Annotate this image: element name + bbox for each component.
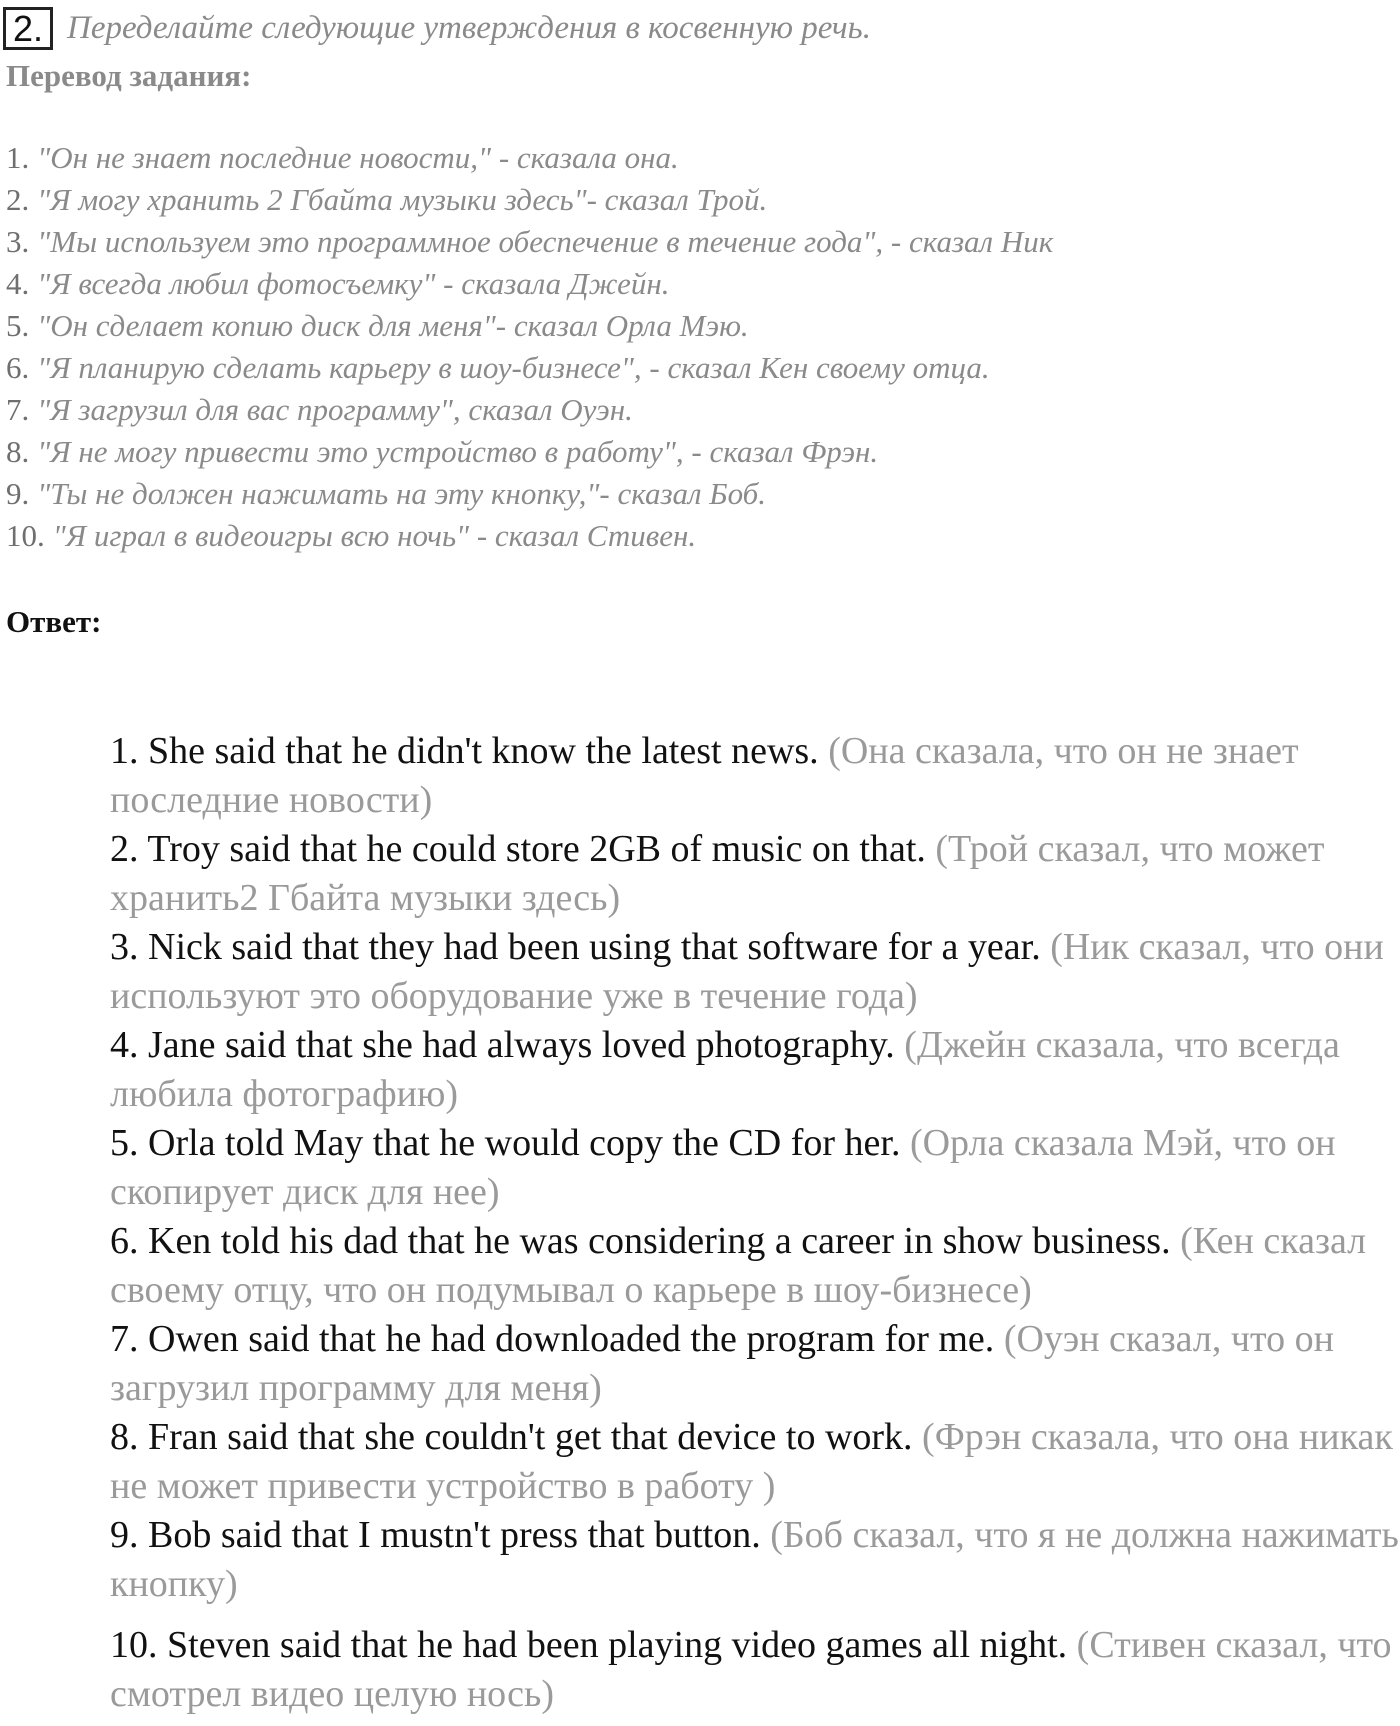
translation-item xyxy=(6,431,1053,473)
answer-russian-translation: (Кен сказал своему отцу, что он подумывал о карьере в шоу-бизнесе) xyxy=(110,1220,1367,1311)
answer-russian-translation: (Боб сказал, что я не должна нажимать кнопку) xyxy=(110,1514,1399,1605)
answer-english-sentence: 1. She said that he didn't know the latest news. xyxy=(110,730,819,772)
translation-item-number: 3. xyxy=(6,224,30,259)
translation-item xyxy=(6,221,1053,263)
translation-item-text: "Он не знает последние новости," - сказала она. xyxy=(37,140,679,175)
translation-item-text: "Я играл в видеоигры всю ночь" - сказал Стивен. xyxy=(52,518,697,553)
answer-english-sentence: 9. Bob said that I mustn't press that button. xyxy=(110,1514,761,1556)
answer-item xyxy=(110,1021,1400,1119)
translation-item-text: "Мы используем это программное обеспечение в течение года", - сказал Ник xyxy=(37,224,1054,259)
answer-english-sentence: 6. Ken told his dad that he was considering a career in show business. xyxy=(110,1220,1171,1262)
answer-item xyxy=(110,1413,1400,1511)
answer-item xyxy=(110,1511,1400,1609)
translation-item-number: 4. xyxy=(6,266,30,301)
translation-item xyxy=(6,305,1053,347)
answer-english-sentence: 2. Troy said that he could store 2GB of music on that. xyxy=(110,828,926,870)
answer-russian-translation: (Орла сказала Мэй, что он скопирует диск для нее) xyxy=(110,1122,1336,1213)
answer-item xyxy=(110,1315,1400,1413)
answer-item xyxy=(110,1621,1400,1719)
answer-russian-translation: (Оуэн сказал, что он загрузил программу для меня) xyxy=(110,1318,1334,1409)
answer-russian-translation: (Джейн сказала, что всегда любила фотографию) xyxy=(110,1024,1340,1115)
translation-item xyxy=(6,515,1053,557)
answer-item xyxy=(110,1119,1400,1217)
translation-item-number: 7. xyxy=(6,392,30,427)
answer-english-sentence: 10. Steven said that he had been playing video games all night. xyxy=(110,1624,1068,1666)
answer-list xyxy=(110,727,1400,1719)
translation-item-text: "Я всегда любил фотосъемку" - сказала Джейн. xyxy=(37,266,670,301)
translation-item-text: "Я планирую сделать карьеру в шоу-бизнесе", - сказал Кен своему отца. xyxy=(37,350,990,385)
translation-item xyxy=(6,137,1053,179)
translation-item-number: 6. xyxy=(6,350,30,385)
answer-english-sentence: 4. Jane said that she had always loved photography. xyxy=(110,1024,895,1066)
answer-english-sentence: 7. Owen said that he had downloaded the program for me. xyxy=(110,1318,995,1360)
answer-russian-translation: (Она сказала, что он не знает последние новости) xyxy=(110,730,1299,821)
answer-item xyxy=(110,727,1400,825)
translation-item-number: 9. xyxy=(6,476,30,511)
translation-heading: Перевод задания: xyxy=(6,58,252,93)
answer-russian-translation: (Трой сказал, что может хранить2 Гбайта музыки здесь) xyxy=(110,828,1325,919)
answer-english-sentence: 5. Orla told May that he would copy the CD for her. xyxy=(110,1122,901,1164)
translation-item-number: 5. xyxy=(6,308,30,343)
answer-heading: Ответ: xyxy=(6,604,102,639)
answer-english-sentence: 3. Nick said that they had been using that software for a year. xyxy=(110,926,1041,968)
translation-item-text: "Я не могу привести это устройство в работу", - сказал Фрэн. xyxy=(37,434,879,469)
translation-item-number: 2. xyxy=(6,182,30,217)
translation-item-text: "Я загрузил для вас программу", сказал Оуэн. xyxy=(37,392,633,427)
answer-russian-translation: (Стивен сказал, что смотрел видео целую нось) xyxy=(110,1624,1392,1715)
answer-item xyxy=(110,825,1400,923)
translation-item-number: 10. xyxy=(6,518,45,553)
task-header xyxy=(3,8,871,48)
translation-item-text: "Он сделает копию диск для меня"- сказал Орла Мэю. xyxy=(37,308,749,343)
answer-item xyxy=(110,923,1400,1021)
translation-item xyxy=(6,347,1053,389)
translation-item xyxy=(6,389,1053,431)
translation-item-text: "Ты не должен нажимать на эту кнопку,"- сказал Боб. xyxy=(37,476,767,511)
answer-russian-translation: (Ник сказал, что они используют это оборудование уже в течение года) xyxy=(110,926,1384,1017)
answer-russian-translation: (Фрэн сказала, что она никак не может привести устройство в работу ) xyxy=(110,1416,1393,1507)
translation-item xyxy=(6,179,1053,221)
translation-item xyxy=(6,473,1053,515)
answer-english-sentence: 8. Fran said that she couldn't get that device to work. xyxy=(110,1416,913,1458)
translation-item-number: 8. xyxy=(6,434,30,469)
answer-item xyxy=(110,1217,1400,1315)
translation-item-number: 1. xyxy=(6,140,30,175)
translation-list xyxy=(6,137,1053,557)
task-instruction: Переделайте следующие утверждения в косвенную речь. xyxy=(67,9,871,46)
translation-item-text: "Я могу хранить 2 Гбайта музыки здесь"- сказал Трой. xyxy=(37,182,768,217)
translation-item xyxy=(6,263,1053,305)
task-number-box: 2. xyxy=(3,7,53,50)
